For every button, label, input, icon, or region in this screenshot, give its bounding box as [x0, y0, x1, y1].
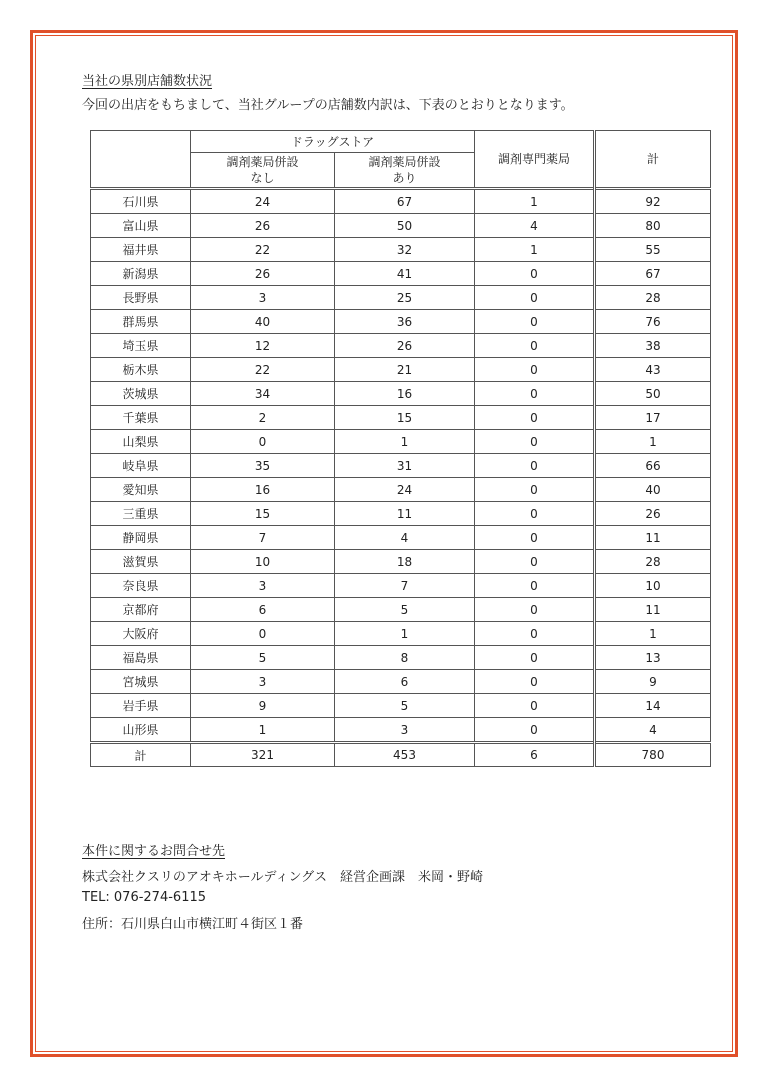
cell-dispensing: 1 [475, 189, 595, 214]
cell-with-pharmacy: 50 [335, 214, 475, 238]
cell-without-pharmacy: 10 [191, 550, 335, 574]
cell-total: 11 [595, 598, 711, 622]
store-count-table [90, 130, 711, 767]
cell-prefecture: 岐阜県 [91, 454, 191, 478]
header-with-pharmacy-line1: 調剤薬局併設 [368, 155, 441, 169]
cell-prefecture: 三重県 [91, 502, 191, 526]
contact-tel: TEL: 076-274-6115 [82, 890, 207, 905]
cell-prefecture: 京都府 [91, 598, 191, 622]
cell-dispensing: 0 [475, 502, 595, 526]
cell-with-pharmacy: 6 [335, 670, 475, 694]
cell-without-pharmacy: 9 [191, 694, 335, 718]
table-row [91, 718, 711, 743]
cell-total: 43 [595, 358, 711, 382]
cell-without-pharmacy: 0 [191, 430, 335, 454]
cell-dispensing: 0 [475, 334, 595, 358]
cell-dispensing: 0 [475, 694, 595, 718]
table-row [91, 286, 711, 310]
cell-without-pharmacy: 40 [191, 310, 335, 334]
table-row [91, 550, 711, 574]
cell-with-pharmacy: 15 [335, 406, 475, 430]
total-label: 計 [91, 743, 191, 767]
contact-company: 株式会社クスリのアオキホールディングス 経営企画課 米岡・野崎 [82, 870, 484, 885]
cell-total: 40 [595, 478, 711, 502]
cell-prefecture: 茨城県 [91, 382, 191, 406]
cell-with-pharmacy: 36 [335, 310, 475, 334]
header-total: 計 [595, 131, 711, 189]
table-row [91, 670, 711, 694]
cell-without-pharmacy: 16 [191, 478, 335, 502]
cell-dispensing: 0 [475, 430, 595, 454]
cell-prefecture: 大阪府 [91, 622, 191, 646]
table-row [91, 478, 711, 502]
cell-without-pharmacy: 3 [191, 286, 335, 310]
cell-dispensing: 0 [475, 622, 595, 646]
table-row [91, 526, 711, 550]
cell-with-pharmacy: 26 [335, 334, 475, 358]
cell-prefecture: 山梨県 [91, 430, 191, 454]
cell-dispensing: 0 [475, 478, 595, 502]
cell-without-pharmacy: 2 [191, 406, 335, 430]
section-heading: 当社の県別店舗数状況 [82, 74, 213, 89]
cell-with-pharmacy: 1 [335, 430, 475, 454]
cell-prefecture: 奈良県 [91, 574, 191, 598]
cell-total: 13 [595, 646, 711, 670]
cell-dispensing: 0 [475, 358, 595, 382]
header-without-pharmacy [191, 153, 335, 189]
cell-prefecture: 愛知県 [91, 478, 191, 502]
cell-with-pharmacy: 31 [335, 454, 475, 478]
cell-total: 50 [595, 382, 711, 406]
total-with-pharmacy: 453 [335, 743, 475, 767]
cell-with-pharmacy: 5 [335, 694, 475, 718]
cell-with-pharmacy: 4 [335, 526, 475, 550]
cell-without-pharmacy: 35 [191, 454, 335, 478]
cell-without-pharmacy: 26 [191, 262, 335, 286]
contact-address: 住所：石川県白山市横江町４街区１番 [82, 917, 304, 932]
total-dispensing: 6 [475, 743, 595, 767]
cell-dispensing: 0 [475, 286, 595, 310]
cell-without-pharmacy: 7 [191, 526, 335, 550]
cell-without-pharmacy: 34 [191, 382, 335, 406]
cell-without-pharmacy: 1 [191, 718, 335, 743]
header-dispensing-pharmacy: 調剤専門薬局 [475, 131, 595, 189]
cell-prefecture: 福島県 [91, 646, 191, 670]
cell-total: 66 [595, 454, 711, 478]
cell-prefecture: 岩手県 [91, 694, 191, 718]
cell-prefecture: 宮城県 [91, 670, 191, 694]
cell-without-pharmacy: 12 [191, 334, 335, 358]
cell-dispensing: 0 [475, 670, 595, 694]
cell-prefecture: 長野県 [91, 286, 191, 310]
cell-dispensing: 0 [475, 454, 595, 478]
cell-dispensing: 0 [475, 550, 595, 574]
cell-dispensing: 0 [475, 646, 595, 670]
cell-total: 76 [595, 310, 711, 334]
cell-dispensing: 0 [475, 718, 595, 743]
cell-total: 10 [595, 574, 711, 598]
header-without-pharmacy-line1: 調剤薬局併設 [226, 155, 299, 169]
cell-with-pharmacy: 7 [335, 574, 475, 598]
cell-prefecture: 新潟県 [91, 262, 191, 286]
total-without-pharmacy: 321 [191, 743, 335, 767]
header-with-pharmacy [335, 153, 475, 189]
table-row [91, 238, 711, 262]
table-row [91, 214, 711, 238]
header-drugstore: ドラッグストア [191, 131, 475, 153]
cell-total: 92 [595, 189, 711, 214]
header-with-pharmacy-line2: あり [392, 171, 417, 185]
total-row [91, 743, 711, 767]
table-row [91, 502, 711, 526]
cell-dispensing: 1 [475, 238, 595, 262]
table-row [91, 406, 711, 430]
cell-total: 1 [595, 430, 711, 454]
cell-with-pharmacy: 18 [335, 550, 475, 574]
table-row [91, 262, 711, 286]
cell-prefecture: 栃木県 [91, 358, 191, 382]
cell-without-pharmacy: 3 [191, 670, 335, 694]
cell-total: 1 [595, 622, 711, 646]
cell-total: 28 [595, 550, 711, 574]
cell-without-pharmacy: 0 [191, 622, 335, 646]
cell-total: 11 [595, 526, 711, 550]
table-row [91, 454, 711, 478]
header-without-pharmacy-line2: なし [250, 171, 275, 185]
cell-dispensing: 0 [475, 406, 595, 430]
table-row [91, 694, 711, 718]
cell-with-pharmacy: 1 [335, 622, 475, 646]
table-row [91, 574, 711, 598]
cell-dispensing: 0 [475, 574, 595, 598]
table-row [91, 382, 711, 406]
cell-with-pharmacy: 8 [335, 646, 475, 670]
cell-prefecture: 静岡県 [91, 526, 191, 550]
cell-total: 80 [595, 214, 711, 238]
cell-with-pharmacy: 24 [335, 478, 475, 502]
cell-without-pharmacy: 22 [191, 238, 335, 262]
cell-prefecture: 富山県 [91, 214, 191, 238]
cell-without-pharmacy: 3 [191, 574, 335, 598]
cell-without-pharmacy: 15 [191, 502, 335, 526]
cell-total: 26 [595, 502, 711, 526]
header-prefecture [91, 131, 191, 189]
cell-without-pharmacy: 26 [191, 214, 335, 238]
cell-with-pharmacy: 25 [335, 286, 475, 310]
total-all: 780 [595, 743, 711, 767]
cell-dispensing: 0 [475, 598, 595, 622]
cell-prefecture: 千葉県 [91, 406, 191, 430]
cell-dispensing: 4 [475, 214, 595, 238]
table-row [91, 189, 711, 214]
cell-prefecture: 福井県 [91, 238, 191, 262]
table-row [91, 646, 711, 670]
table-row [91, 334, 711, 358]
cell-with-pharmacy: 41 [335, 262, 475, 286]
cell-with-pharmacy: 67 [335, 189, 475, 214]
cell-total: 28 [595, 286, 711, 310]
cell-with-pharmacy: 21 [335, 358, 475, 382]
cell-total: 17 [595, 406, 711, 430]
cell-with-pharmacy: 16 [335, 382, 475, 406]
cell-with-pharmacy: 5 [335, 598, 475, 622]
cell-prefecture: 山形県 [91, 718, 191, 743]
cell-with-pharmacy: 32 [335, 238, 475, 262]
cell-total: 9 [595, 670, 711, 694]
cell-dispensing: 0 [475, 310, 595, 334]
table-row [91, 622, 711, 646]
cell-total: 4 [595, 718, 711, 743]
cell-total: 14 [595, 694, 711, 718]
cell-total: 67 [595, 262, 711, 286]
table-row [91, 310, 711, 334]
cell-without-pharmacy: 24 [191, 189, 335, 214]
cell-dispensing: 0 [475, 262, 595, 286]
table-row [91, 430, 711, 454]
cell-dispensing: 0 [475, 382, 595, 406]
table-row [91, 598, 711, 622]
contact-heading: 本件に関するお問合せ先 [82, 844, 226, 859]
table-row [91, 358, 711, 382]
cell-prefecture: 石川県 [91, 189, 191, 214]
table-body [91, 189, 711, 743]
cell-total: 38 [595, 334, 711, 358]
cell-with-pharmacy: 11 [335, 502, 475, 526]
cell-with-pharmacy: 3 [335, 718, 475, 743]
cell-prefecture: 埼玉県 [91, 334, 191, 358]
cell-prefecture: 群馬県 [91, 310, 191, 334]
cell-prefecture: 滋賀県 [91, 550, 191, 574]
cell-without-pharmacy: 22 [191, 358, 335, 382]
cell-dispensing: 0 [475, 526, 595, 550]
cell-total: 55 [595, 238, 711, 262]
intro-text: 今回の出店をもちまして、当社グループの店舗数内訳は、下表のとおりとなります。 [82, 98, 574, 113]
cell-without-pharmacy: 6 [191, 598, 335, 622]
cell-without-pharmacy: 5 [191, 646, 335, 670]
